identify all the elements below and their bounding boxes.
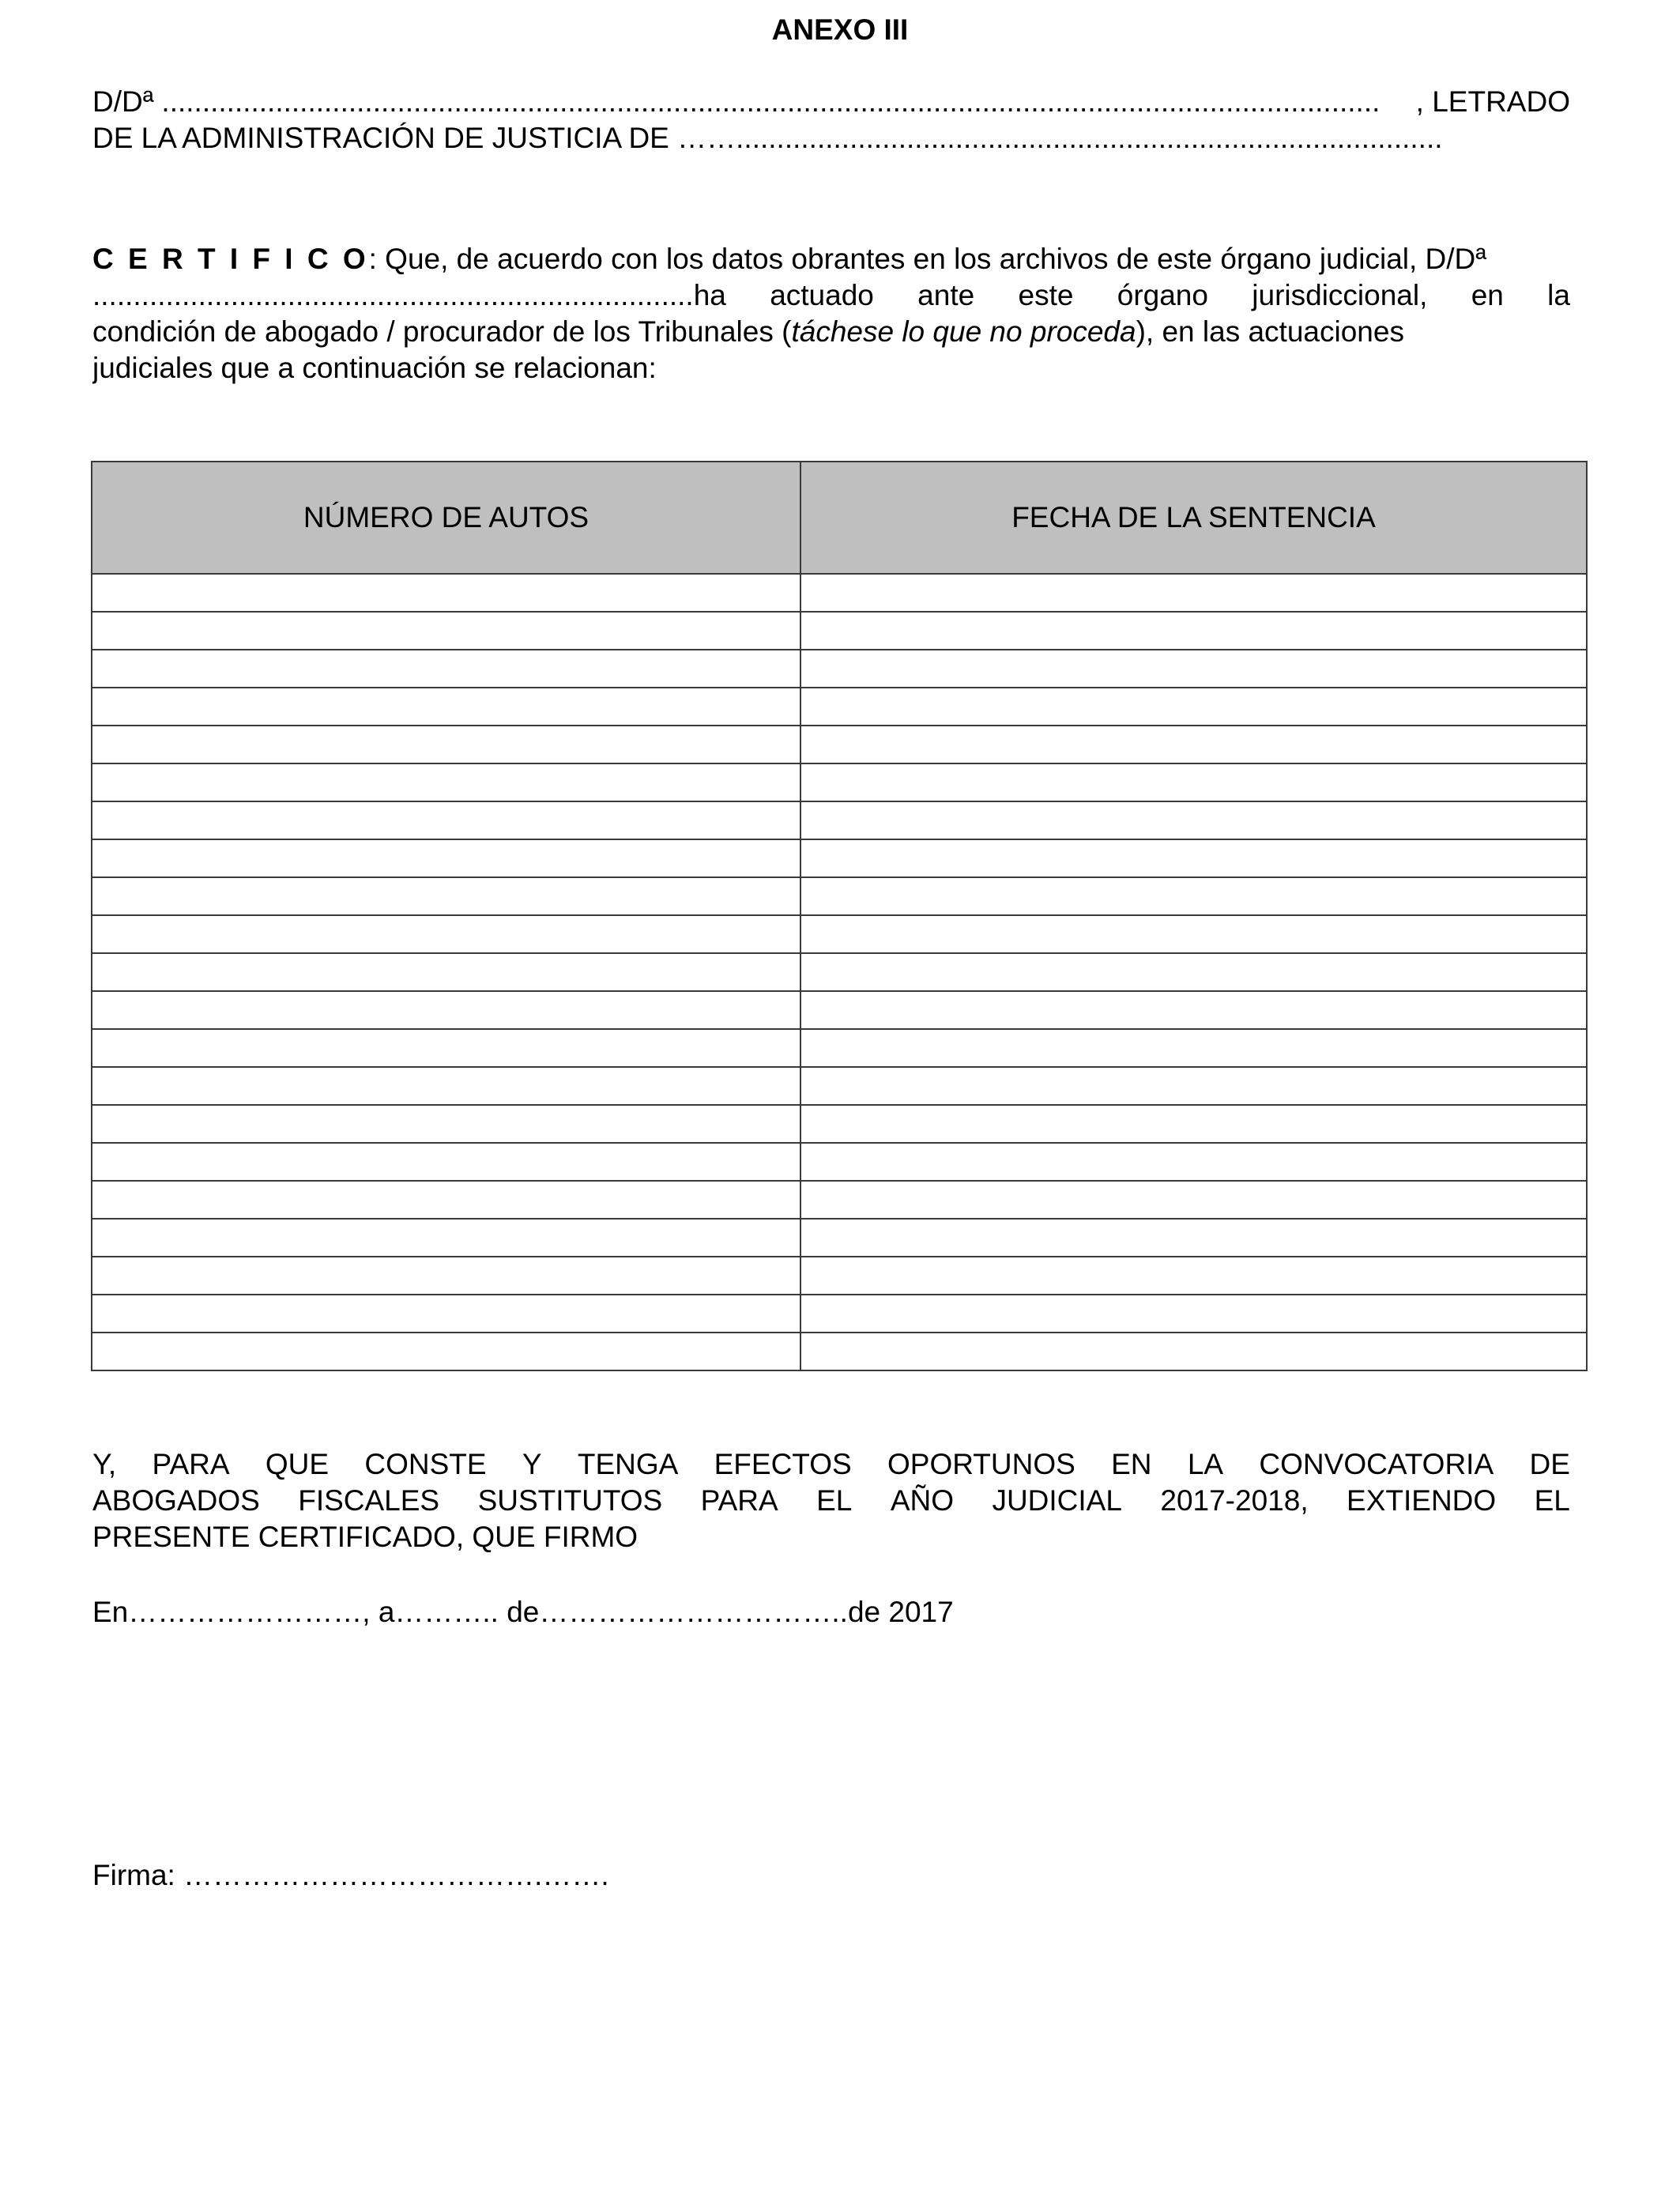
closing-word: CONVOCATORIA bbox=[1259, 1448, 1494, 1480]
closing-word: Y bbox=[522, 1448, 542, 1480]
cell-numero-autos bbox=[92, 801, 800, 839]
certifico-line-3 bbox=[92, 314, 1570, 350]
table-row bbox=[92, 726, 1587, 763]
closing-word: Y, bbox=[92, 1448, 117, 1480]
closing-word: PARA bbox=[700, 1484, 778, 1517]
jurisdiction-blank-dots: ……....................................................................................... bbox=[677, 122, 1443, 154]
table-header-row bbox=[92, 462, 1587, 574]
place-date-line: En……………………, a……….. de…………………………..de 2017 bbox=[92, 1596, 954, 1628]
closing-line-2 bbox=[92, 1483, 1570, 1519]
table-row bbox=[92, 763, 1587, 801]
cell-numero-autos bbox=[92, 574, 800, 612]
cell-numero-autos bbox=[92, 1181, 800, 1219]
closing-paragraph bbox=[92, 1446, 1570, 1555]
cell-fecha-sentencia bbox=[800, 612, 1587, 650]
table-row bbox=[92, 953, 1587, 991]
closing-word: AÑO bbox=[890, 1484, 955, 1517]
cell-fecha-sentencia bbox=[800, 801, 1587, 839]
cell-fecha-sentencia bbox=[800, 650, 1587, 688]
table-row bbox=[92, 1257, 1587, 1295]
table-row bbox=[92, 1333, 1587, 1370]
table-row bbox=[92, 574, 1587, 612]
table-body bbox=[92, 574, 1587, 1370]
table-row bbox=[92, 688, 1587, 726]
closing-word: FISCALES bbox=[298, 1484, 440, 1517]
table-row bbox=[92, 1295, 1587, 1333]
certifico-word: órgano bbox=[1117, 279, 1208, 311]
certifico-paragraph bbox=[92, 241, 1570, 386]
certifico-line-2 bbox=[92, 277, 1570, 314]
cell-fecha-sentencia bbox=[800, 1105, 1587, 1143]
cell-numero-autos bbox=[92, 763, 800, 801]
table-row bbox=[92, 612, 1587, 650]
cell-fecha-sentencia bbox=[800, 1257, 1587, 1295]
cell-numero-autos bbox=[92, 612, 800, 650]
cell-fecha-sentencia bbox=[800, 1295, 1587, 1333]
name-blank-dots: ...................................................................................................................................................... bbox=[161, 85, 1381, 118]
closing-word: TENGA bbox=[577, 1448, 679, 1480]
closing-word: ABOGADOS bbox=[92, 1484, 260, 1517]
certifico-word: la bbox=[1547, 279, 1570, 311]
closing-word: EL bbox=[1534, 1484, 1570, 1517]
cell-numero-autos bbox=[92, 726, 800, 763]
closing-word: JUDICIAL bbox=[992, 1484, 1122, 1517]
closing-word: EN bbox=[1111, 1448, 1152, 1480]
cell-numero-autos bbox=[92, 688, 800, 726]
cell-numero-autos bbox=[92, 1143, 800, 1181]
cell-fecha-sentencia bbox=[800, 839, 1587, 877]
closing-word: CONSTE bbox=[364, 1448, 487, 1480]
lawyer-blank-dots: .......................................................................... bbox=[92, 279, 694, 311]
cell-numero-autos bbox=[92, 1029, 800, 1067]
column-header-fecha-sentencia: FECHA DE LA SENTENCIA bbox=[800, 462, 1587, 574]
cell-fecha-sentencia bbox=[800, 1333, 1587, 1370]
certifico-line-1-text: : Que, de acuerdo con los datos obrantes en los archivos de este órgano judicial, D/Dª bbox=[368, 243, 1486, 275]
cell-numero-autos bbox=[92, 1295, 800, 1333]
header-name-label: D/Dª bbox=[92, 85, 154, 118]
cell-fecha-sentencia bbox=[800, 1067, 1587, 1105]
table-row bbox=[92, 801, 1587, 839]
closing-word: QUE bbox=[265, 1448, 330, 1480]
certifico-word: actuado bbox=[770, 279, 874, 311]
cell-numero-autos bbox=[92, 1067, 800, 1105]
cell-fecha-sentencia bbox=[800, 915, 1587, 953]
certifico-word: ante bbox=[917, 279, 975, 311]
table-row bbox=[92, 1105, 1587, 1143]
certifico-word: este bbox=[1018, 279, 1074, 311]
cell-numero-autos bbox=[92, 839, 800, 877]
cell-fecha-sentencia bbox=[800, 953, 1587, 991]
cell-numero-autos bbox=[92, 991, 800, 1029]
header-letrado-label: , LETRADO bbox=[1415, 85, 1570, 118]
table-row bbox=[92, 1067, 1587, 1105]
cell-fecha-sentencia bbox=[800, 1219, 1587, 1257]
table-row bbox=[92, 1029, 1587, 1067]
autos-table bbox=[91, 461, 1588, 1371]
table-row bbox=[92, 839, 1587, 877]
cell-numero-autos bbox=[92, 915, 800, 953]
table-row bbox=[92, 915, 1587, 953]
certifico-word: en bbox=[1471, 279, 1504, 311]
cell-fecha-sentencia bbox=[800, 877, 1587, 915]
table-row bbox=[92, 1143, 1587, 1181]
table-row bbox=[92, 1181, 1587, 1219]
table-row bbox=[92, 991, 1587, 1029]
closing-line-1 bbox=[92, 1446, 1570, 1483]
cell-numero-autos bbox=[92, 877, 800, 915]
closing-word: DE bbox=[1529, 1448, 1570, 1480]
header-line-2 bbox=[92, 120, 1570, 156]
cell-fecha-sentencia bbox=[800, 991, 1587, 1029]
closing-word: 2017-2018, bbox=[1160, 1484, 1309, 1517]
header-line-1 bbox=[92, 84, 1570, 120]
cell-numero-autos bbox=[92, 1333, 800, 1370]
closing-word: SUSTITUTOS bbox=[477, 1484, 663, 1517]
signature-line: Firma: ……………………………….……. bbox=[92, 1859, 609, 1891]
certifico-line-1 bbox=[92, 241, 1570, 277]
strike-instruction-italic: táchese lo que no proceda bbox=[791, 315, 1136, 348]
certifico-word: ha bbox=[693, 279, 726, 311]
closing-word: EFECTOS bbox=[714, 1448, 852, 1480]
table-row bbox=[92, 877, 1587, 915]
cell-fecha-sentencia bbox=[800, 726, 1587, 763]
certifico-line-3-after: ), en las actuaciones bbox=[1136, 315, 1404, 348]
closing-line-3: PRESENTE CERTIFICADO, QUE FIRMO bbox=[92, 1521, 638, 1553]
certifico-line-3-before: condición de abogado / procurador de los Tribunales ( bbox=[92, 315, 792, 348]
cell-fecha-sentencia bbox=[800, 1029, 1587, 1067]
certifico-heading: C E R T I F I C O bbox=[92, 243, 369, 275]
certifico-line-4: judiciales que a continuación se relacionan: bbox=[92, 352, 657, 384]
header-admin-label: DE LA ADMINISTRACIÓN DE JUSTICIA DE bbox=[92, 122, 669, 154]
cell-numero-autos bbox=[92, 1219, 800, 1257]
closing-word: LA bbox=[1187, 1448, 1224, 1480]
closing-word: EL bbox=[816, 1484, 853, 1517]
closing-word: EXTIENDO bbox=[1347, 1484, 1497, 1517]
table-row bbox=[92, 1219, 1587, 1257]
cell-fecha-sentencia bbox=[800, 1143, 1587, 1181]
column-header-numero-autos: NÚMERO DE AUTOS bbox=[92, 462, 800, 574]
cell-numero-autos bbox=[92, 1105, 800, 1143]
certifico-word: jurisdiccional, bbox=[1252, 279, 1428, 311]
cell-fecha-sentencia bbox=[800, 763, 1587, 801]
header-block bbox=[92, 84, 1570, 156]
document-title: ANEXO III bbox=[771, 13, 909, 46]
closing-word: PARA bbox=[152, 1448, 230, 1480]
cell-numero-autos bbox=[92, 1257, 800, 1295]
cell-fecha-sentencia bbox=[800, 1181, 1587, 1219]
cell-numero-autos bbox=[92, 650, 800, 688]
cell-fecha-sentencia bbox=[800, 574, 1587, 612]
closing-word: OPORTUNOS bbox=[887, 1448, 1075, 1480]
cell-fecha-sentencia bbox=[800, 688, 1587, 726]
table-row bbox=[92, 650, 1587, 688]
cell-numero-autos bbox=[92, 953, 800, 991]
